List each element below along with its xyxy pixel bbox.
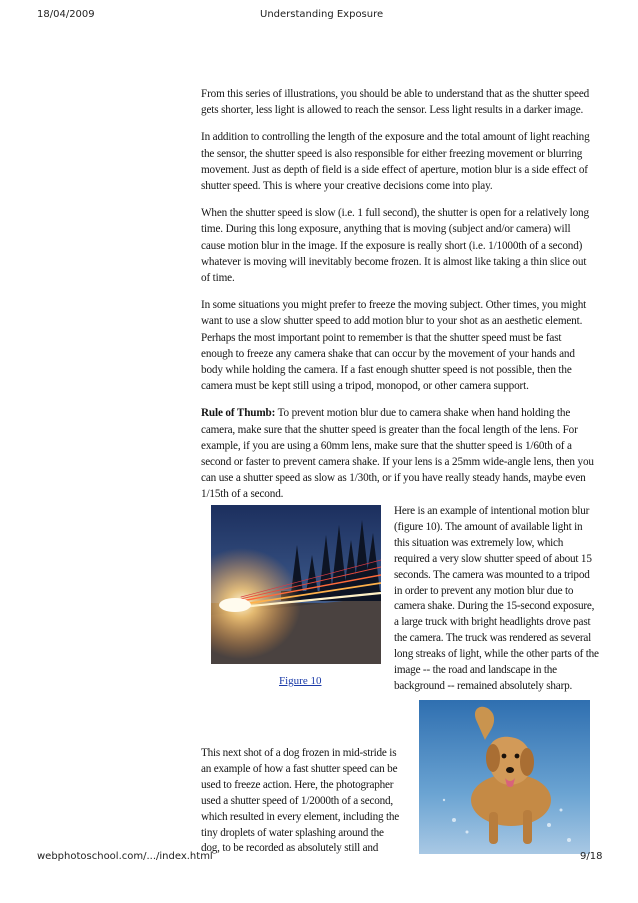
light-trails-image — [211, 505, 381, 664]
dog-paragraph: This next shot of a dog frozen in mid-stride is an example of how a fast shutter speed can be used to freeze action. Here, the photographer used a shutter speed of 1/2000th of a second, which resulted in every element, including the tiny droplets of water splashing around the dog, to be recorded as absolutely still and — [201, 747, 400, 855]
paragraph: In addition to controlling the length of the exposure and the total amount of light reaching the sensor, the shutter speed is also responsible for either freezing movement or blurring movement. Just as depth of field is a side effect of aperture, motion blur is a side effect of shutter speed. This is where your creative decisions come into play. — [201, 131, 590, 193]
figure-10-photo — [211, 505, 381, 664]
rule-of-thumb-paragraph — [201, 405, 596, 502]
rule-of-thumb-label: Rule of Thumb: — [201, 407, 276, 420]
paragraph: In some situations you might prefer to freeze the moving subject. Other times, you might want to use a slow shutter speed to add motion blur to your shot as an aesthetic element. Perhaps the most important point to remember is that the shutter speed must be fast enough to freeze any camera shake that can occur by the movement of your hands and body while holding the camera. If a fast enough shutter speed is not possible, then the camera must be kept still using a tripod, monopod, or other camera support. — [201, 299, 587, 393]
paragraph: From this series of illustrations, you should be able to understand that as the shutter speed gets shorter, less light is allowed to reach the sensor. Less light results in a darker image. — [201, 88, 590, 117]
footer-url: webphotoschool.com/.../index.html — [37, 851, 213, 862]
dog-photo — [419, 700, 590, 854]
header-date: 18/04/2009 — [37, 9, 95, 20]
footer-page-number: 9/18 — [580, 851, 603, 862]
figure-10-link[interactable]: Figure 10 — [279, 675, 322, 687]
article-body — [201, 86, 596, 514]
rule-of-thumb-text: To prevent motion blur due to camera shake when hand holding the camera, make sure that the shutter speed is greater than the focal length of the lens. For example, if you are using a 60mm lens, make sure that the shutter speed is 1/60th of a second or faster to prevent camera shake. If your lens is a 25mm wide-angle lens, then you can use a shutter speed as slow as 1/30th, or if you have really steady hands, maybe even 1/15th of a second. — [201, 407, 594, 501]
header-title: Understanding Exposure — [260, 9, 384, 20]
figure-10-description: Here is an example of intentional motion blur (figure 10). The amount of available light in this situation was extremely low, which required a very slow shutter speed of about 15 seconds. The camera was mounted to a tripod in order to prevent any motion blur due to camera shake. During the 15-second exposure, a large truck with bright headlights drove past the camera. The truck was rendered as several long streaks of light, while the other parts of the image -- the road and landscape in the background -- remained absolutely sharp. — [394, 505, 599, 692]
paragraph: When the shutter speed is slow (i.e. 1 full second), the shutter is open for a relatively long time. During this long exposure, anything that is moving (subject and/or camera) will cause motion blur in the image. If the exposure is really short (i.e. 1/1000th of a second) whatever is moving will inevitably become frozen. It is almost like taking a thin slice out of time. — [201, 207, 589, 285]
dog-image — [419, 700, 590, 854]
